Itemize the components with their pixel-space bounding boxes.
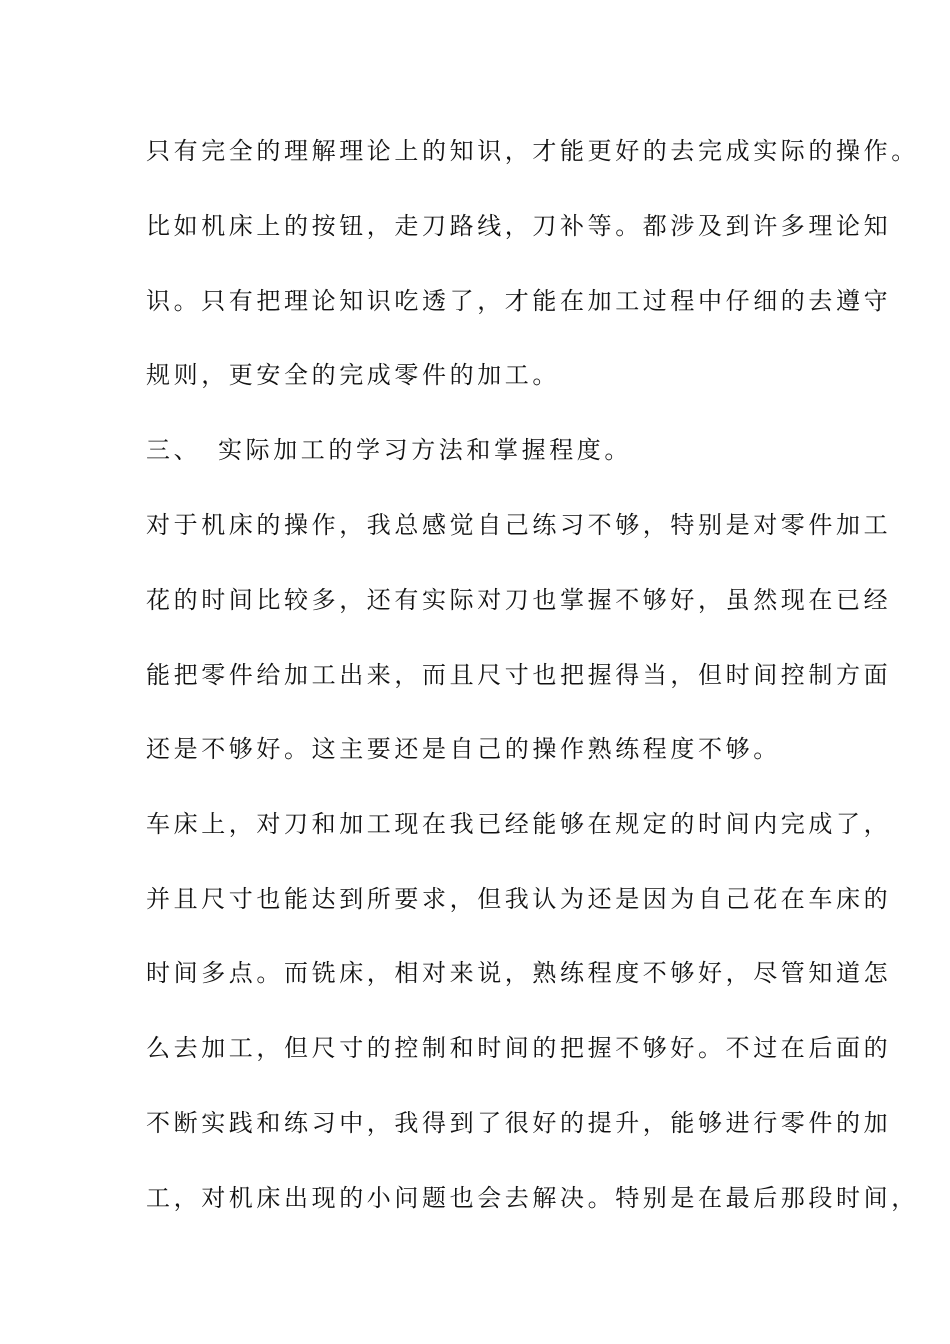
section-title: 实际加工的学习方法和掌握程度。 (218, 436, 632, 464)
paragraph-line: 能把零件给加工出来，而且尺寸也把握得当，但时间控制方面 (146, 661, 892, 689)
paragraph-line: 并且尺寸也能达到所要求，但我认为还是因为自己花在车床的 (146, 885, 892, 913)
paragraph-line: 还是不够好。这主要还是自己的操作熟练程度不够。 (146, 735, 781, 763)
paragraph-line: 工，对机床出现的小问题也会去解决。特别是在最后那段时间， (146, 1184, 919, 1212)
section-number: 三、 (146, 436, 202, 464)
paragraph-line: 不断实践和练习中，我得到了很好的提升，能够进行零件的加 (146, 1109, 892, 1137)
paragraph-line: 时间多点。而铣床，相对来说，熟练程度不够好，尽管知道怎 (146, 959, 892, 987)
paragraph-line: 规则，更安全的完成零件的加工。 (146, 361, 560, 389)
paragraph-line: 只有完全的理解理论上的知识，才能更好的去完成实际的操作。 (146, 137, 919, 165)
section-heading (146, 435, 846, 465)
paragraph-line: 么去加工，但尺寸的控制和时间的把握不够好。不过在后面的 (146, 1034, 892, 1062)
paragraph-line: 车床上，对刀和加工现在我已经能够在规定的时间内完成了， (146, 810, 892, 838)
paragraph-line: 对于机床的操作，我总感觉自己练习不够，特别是对零件加工 (146, 511, 892, 539)
paragraph-line: 识。只有把理论知识吃透了，才能在加工过程中仔细的去遵守 (146, 287, 892, 315)
paragraph-line: 比如机床上的按钮，走刀路线，刀补等。都涉及到许多理论知 (146, 212, 892, 240)
paragraph-line: 花的时间比较多，还有实际对刀也掌握不够好，虽然现在已经 (146, 586, 892, 614)
